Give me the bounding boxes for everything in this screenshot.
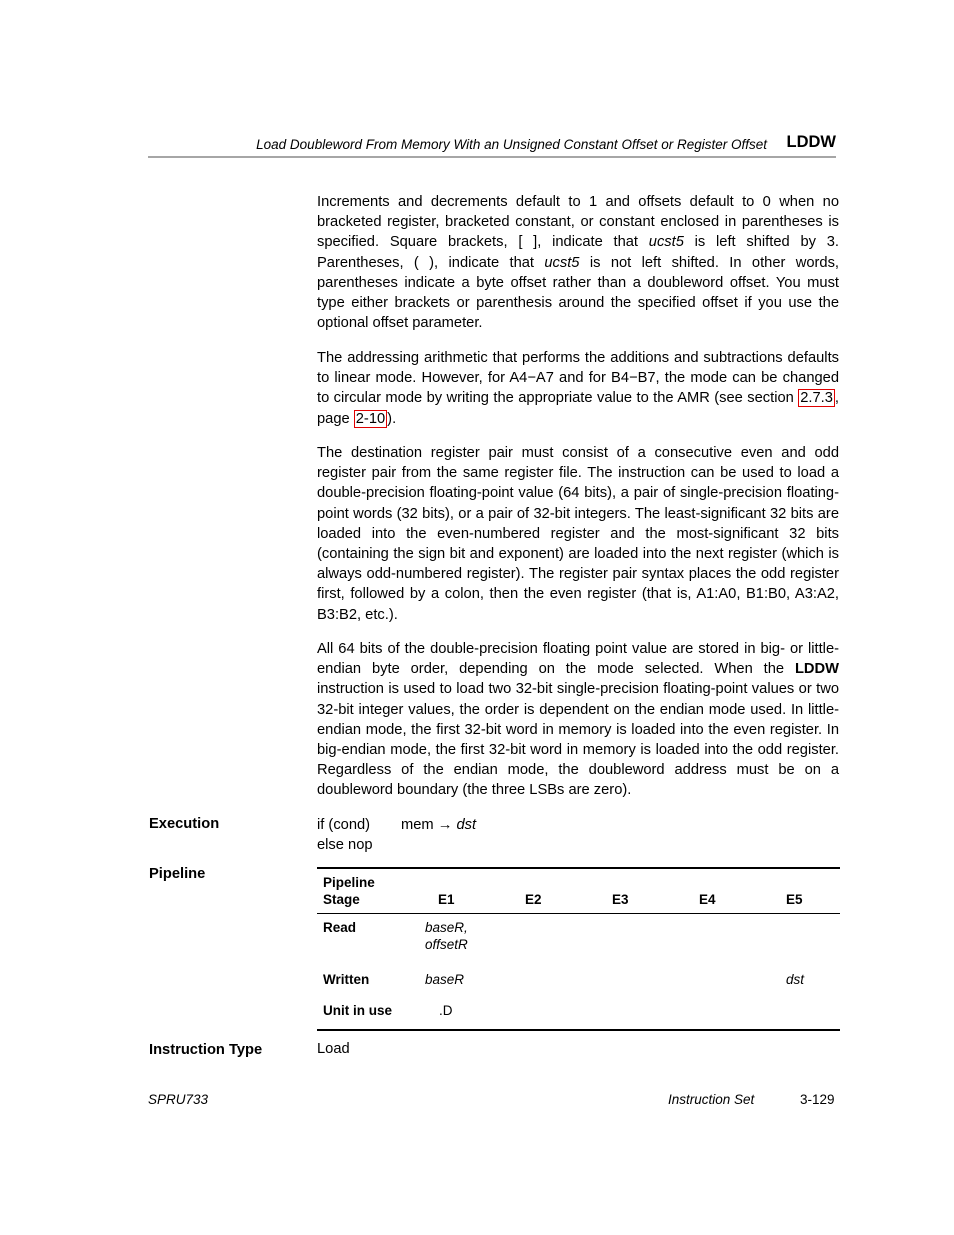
instruction-type-value: Load (317, 1041, 350, 1057)
unit-e1: .D (439, 1003, 453, 1018)
read-e1-line1: baseR, (425, 920, 468, 935)
footer-section: Instruction Set (668, 1092, 755, 1107)
header-stage-line1: Pipeline (323, 875, 375, 890)
table-row (317, 966, 840, 997)
execution-mem: mem → (401, 817, 457, 833)
header-e5: E5 (786, 892, 803, 907)
row-label-read: Read (323, 920, 357, 935)
footer-page-number: 3-129 (800, 1092, 835, 1107)
row-label-written: Written (323, 972, 370, 987)
footer-doc-id: SPRU733 (148, 1092, 209, 1107)
ucst5-term: ucst5 (544, 254, 580, 271)
execution-else: else nop (317, 837, 373, 854)
written-e1: baseR (425, 972, 465, 987)
execution-condition: if (cond) (317, 817, 371, 833)
header-e4: E4 (699, 892, 716, 907)
header-e1: E1 (438, 892, 455, 907)
table-row (317, 997, 840, 1029)
execution-dst: dst (456, 817, 477, 833)
pipeline-label: Pipeline (149, 866, 206, 882)
paragraph-addressing: The addressing arithmetic that performs the additions and subtractions defaults to linear mode. However, for A4−A7 and for B4−B7, the mode can be changed to circular mode by writing the appropriate value to the AMR (see section 2.7.3 , page 2-10 ). (317, 350, 839, 427)
header-mnemonic: LDDW (786, 133, 836, 151)
execution-line (317, 815, 839, 835)
header-title: Load Doubleword From Memory With an Unsigned Constant Offset or Register Offset (256, 137, 767, 152)
running-header (148, 130, 836, 158)
header-stage-line2: Stage (323, 892, 360, 907)
paragraph-register-pair: The destination register pair must consist of a consecutive even and odd register pair from the same register file. The instruction can be used to load a double-precision floating-point value (64 bits), a pair of single-precision floating-point words (32 bits), or a pair of 32-bit integers. The least-significant 32 bits are loaded into the even-numbered register and the most-significant 32 bits (containing the sign bit and exponent) are loaded into the next register (which is always odd-numbered register). The register pair syntax places the odd register first, followed by a colon, then the even register (that is, A1:A0, B1:B0, A3:A2, B3:B2, etc.). (317, 445, 839, 623)
row-label-unit: Unit in use (323, 1003, 393, 1018)
instruction-type-label: Instruction Type (149, 1042, 263, 1058)
page-link[interactable]: 2-10 (355, 410, 386, 427)
paragraph-endian: All 64 bits of the double-precision floating point value are stored in big- or little-endian byte order, depending on the mode selected. When the LDDW instruction is used to load two 32-bit single-precision floating-point values or two 32-bit integer values, the order is dependent on the endian mode used. In little-endian mode, the first 32-bit word in memory is loaded into the even register. In big-endian mode, the first 32-bit word in memory is loaded into the odd register. Regardless of the endian mode, the doubleword address must be on a doubleword boundary (the three LSBs are zero). (317, 641, 839, 799)
read-e1-line2: offsetR (425, 937, 468, 952)
section-link[interactable]: 2.7.3 (800, 390, 833, 407)
execution-block (317, 815, 839, 855)
execution-label: Execution (149, 816, 220, 832)
header-e2: E2 (525, 892, 542, 907)
header-e3: E3 (612, 892, 629, 907)
written-e5: dst (786, 972, 805, 987)
lddw-term: LDDW (794, 661, 839, 678)
pipeline-table (317, 867, 840, 1031)
table-row (317, 914, 840, 966)
ucst5-term: ucst5 (648, 234, 684, 251)
pipeline-table-header (317, 869, 840, 914)
paragraph-offsets: Increments and decrements default to 1 and offsets default to 0 when no bracketed register, bracketed constant, or constant enclosed in parentheses is specified. Square brackets, [ ], indicate that ucst5 is left shifted by 3. Parentheses, ( ), indicate that ucst5 is not left shifted. In other words, parentheses indicate a byte offset rather than a doubleword offset. You must type either brackets or parenthesis around the specified offset if you use the optional offset parameter. (317, 194, 840, 332)
